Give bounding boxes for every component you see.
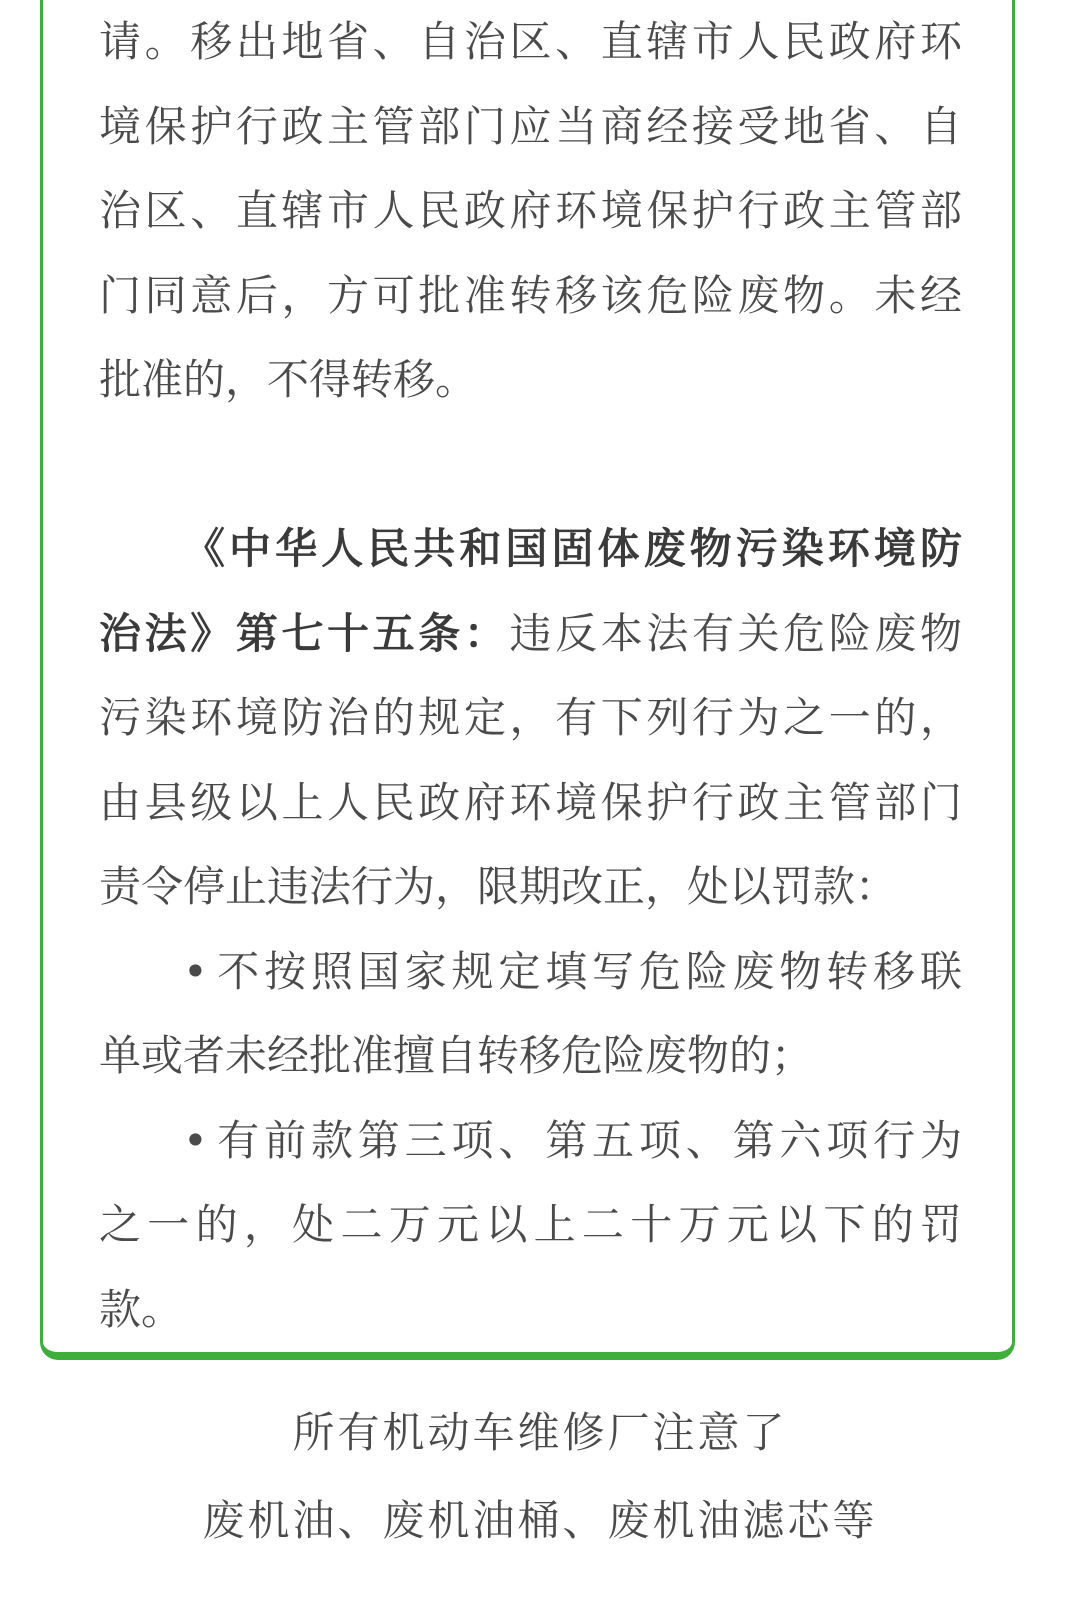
law-article-number: 治法》第七十五条： [99,608,510,658]
text-line: 治区、直辖市人民政府环境保护行政主管部 [99,186,962,235]
footer-items-line: 废机油、废机油桶、废机油滤芯等 [202,1496,878,1545]
text-line: 污染环境防治的规定，有下列行为之一的， [99,693,962,742]
content-card [40,0,1015,1360]
text-line: 门同意后，方可批准转移该危险废物。未经 [99,270,962,320]
text-line: 境保护行政主管部门应当商经接受地省、自 [99,101,962,151]
text-line: 由县级以上人民政府环境保护行政主管部门 [99,777,962,827]
text-line: 批准的，不得转移。 [99,355,478,404]
bullet-icon: • [183,946,208,996]
list-item-text: 不按照国家规定填写危险废物转移联 [212,946,962,996]
text-line: 之一的，处二万元以上二十万元以下的罚 [99,1200,962,1249]
paragraph-transfer-approval [99,0,962,423]
text-segment: 违反本法有关危险废物 [509,608,962,658]
text-line: 请。移出地省、自治区、直辖市人民政府环 [99,17,962,66]
law-title: 《中华人民共和国固体废物污染环境防 [183,524,962,573]
text-line [99,592,962,677]
text-line: 单或者未经批准擅自转移危险废物的； [99,1031,814,1080]
list-item-text: 有前款第三项、第五项、第六项行为 [212,1115,962,1165]
text-line: 责令停止违法行为，限期改正，处以罚款： [99,862,898,911]
paragraph-article-75 [99,507,962,1352]
bullet-icon: • [183,1115,208,1165]
footer-notice-line: 所有机动车维修厂注意了 [292,1408,788,1457]
text-line: 款。 [99,1284,184,1334]
list-item [99,930,962,1015]
article-body [99,0,962,1352]
list-item [99,1099,962,1184]
paragraph-spacer [99,423,962,508]
